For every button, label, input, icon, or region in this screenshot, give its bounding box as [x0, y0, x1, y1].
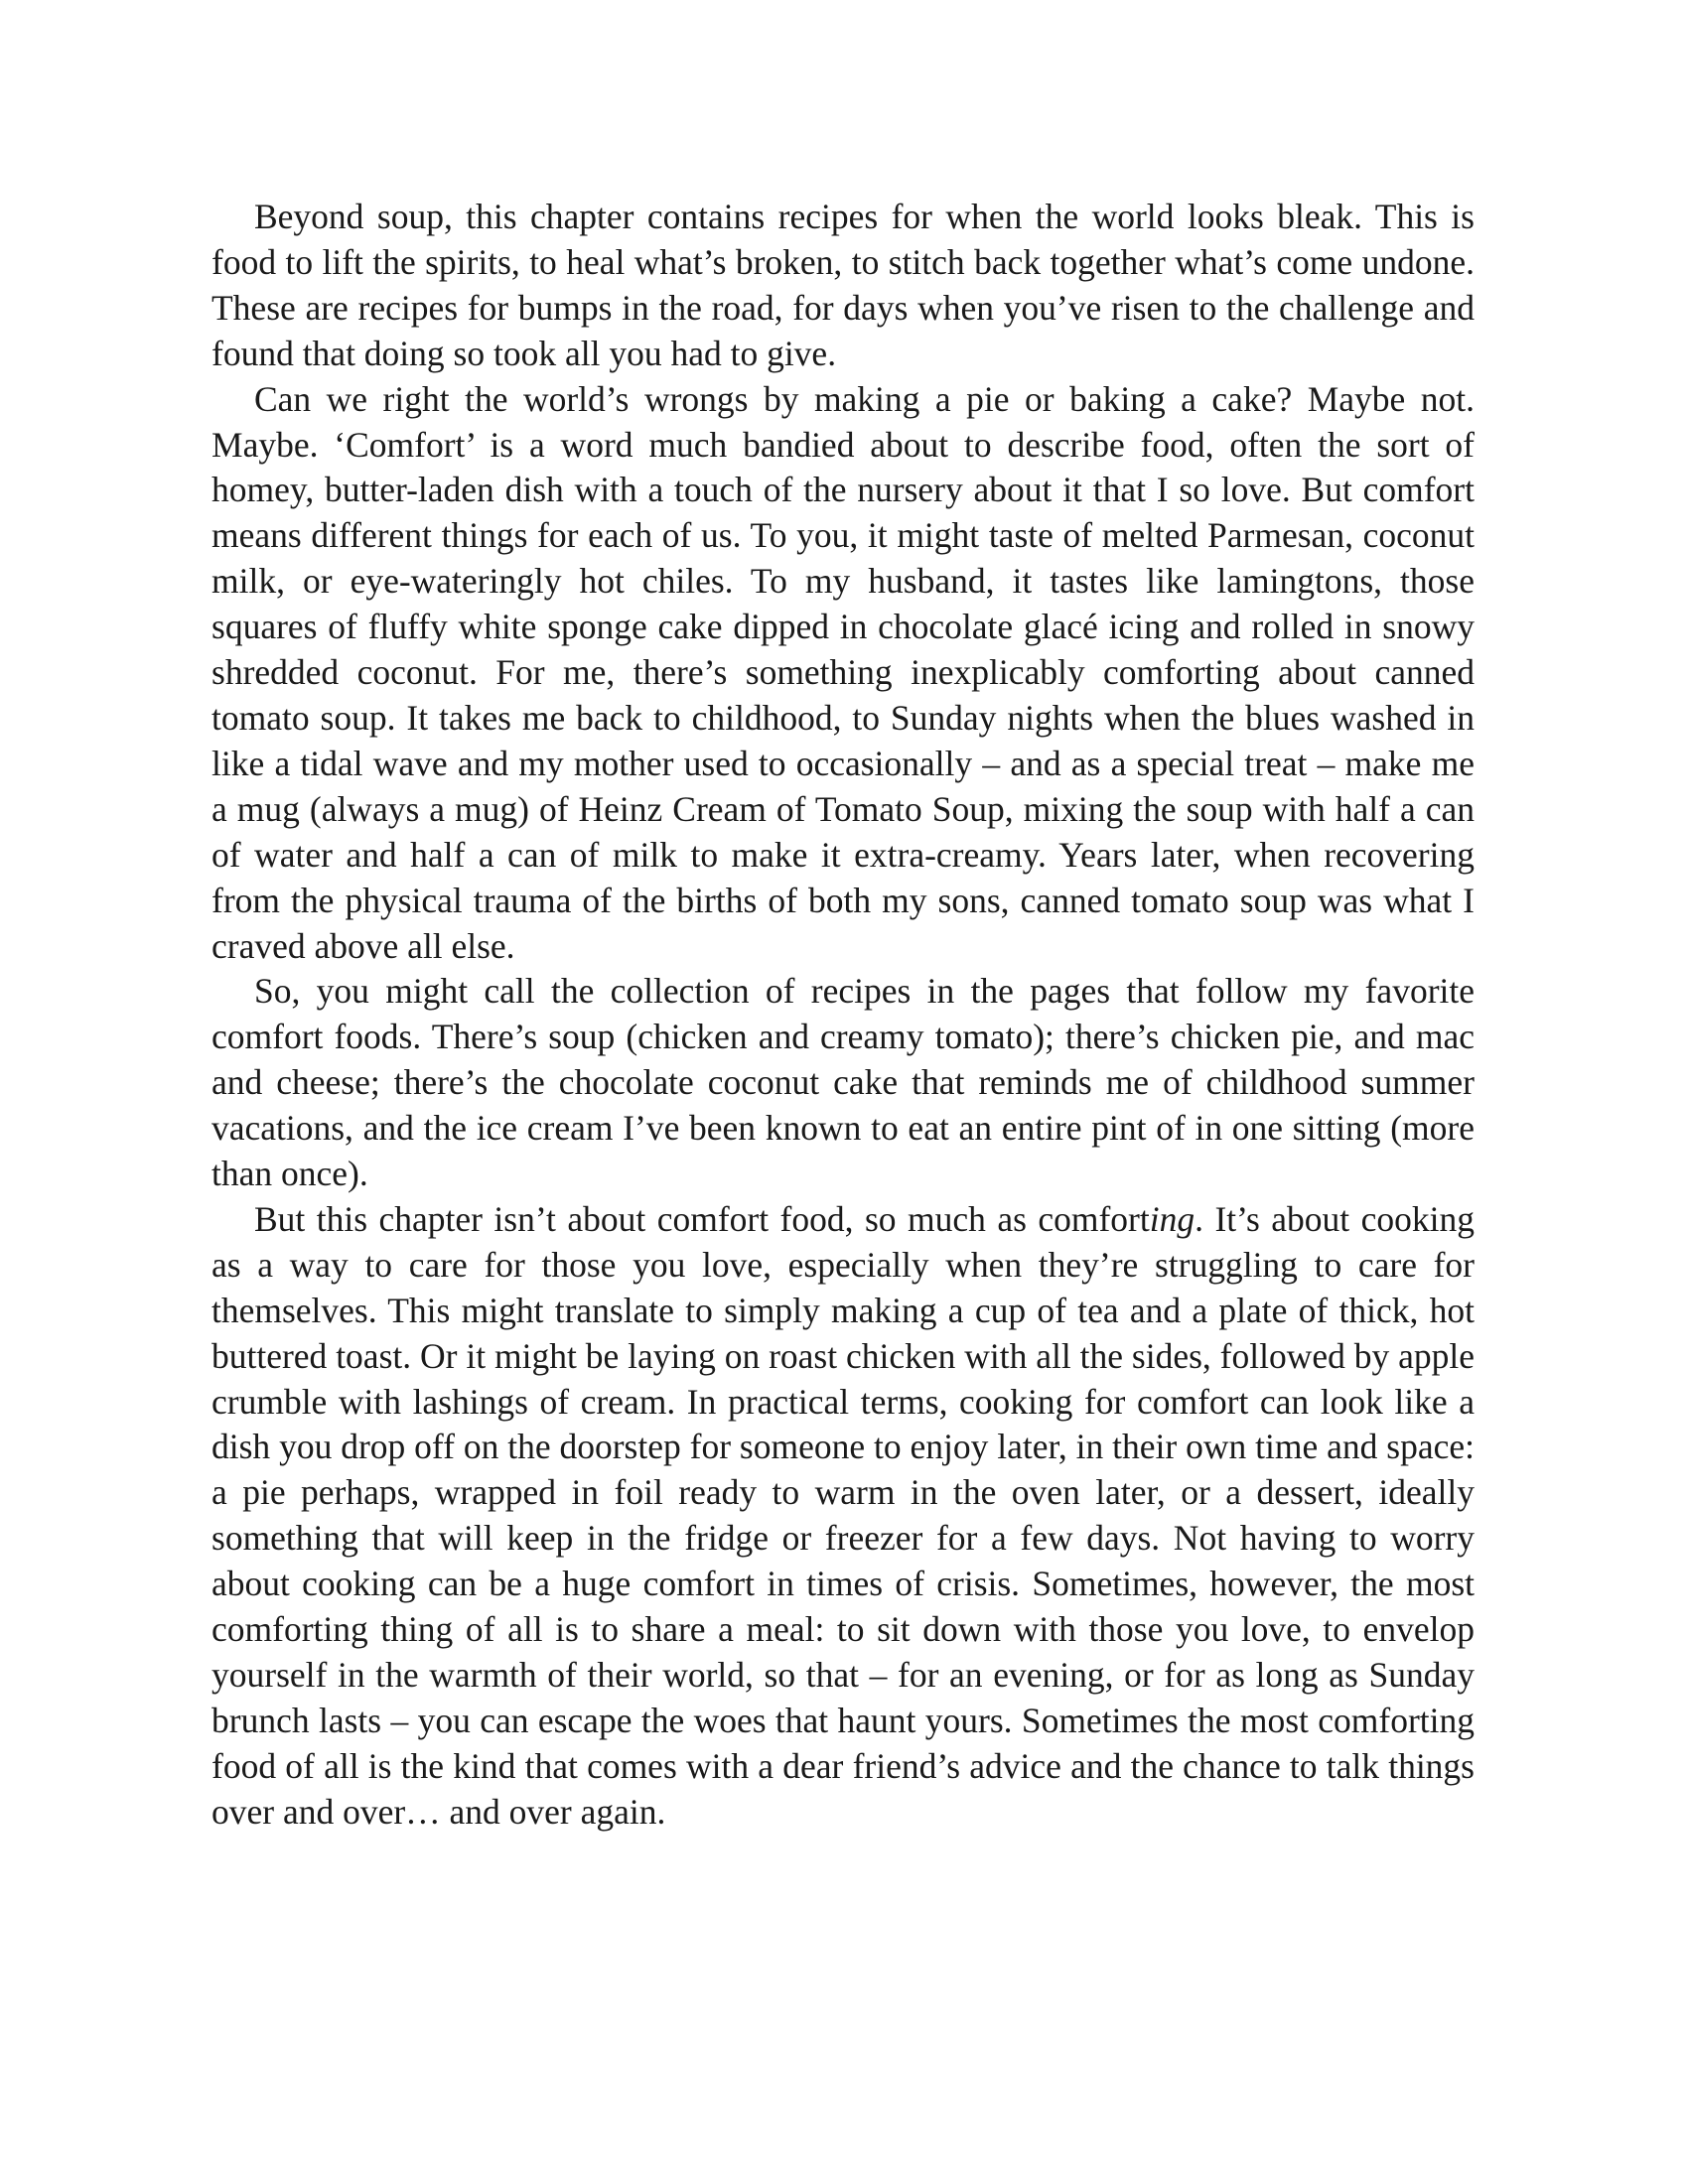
paragraph-4	[211, 1197, 1475, 1836]
paragraph-4-lead: But this chapter isn’t about comfort food, so much as comfort	[254, 1198, 1150, 1239]
paragraph-2: Can we right the world’s wrongs by making a pie or baking a cake? Maybe not. Maybe. ‘Comfort’ is a word much bandied about to describe food, often the sort of homey, butter-laden dish with a touch of the nursery about it that I so love. But comfort means different things for each of us. To you, it might taste of melted Parmesan, coconut milk, or eye-wateringly hot chiles. To my husband, it tastes like lamingtons, those squares of fluffy white sponge cake dipped in chocolate glacé icing and rolled in snowy shredded coconut. For me, there’s something inexplicably comforting about canned tomato soup. It takes me back to childhood, to Sunday nights when the blues washed in like a tidal wave and my mother used to occasionally – and as a special treat – make me a mug (always a mug) of Heinz Cream of Tomato Soup, mixing the soup with half a can of water and half a can of milk to make it extra-creamy. Years later, when recovering from the physical trauma of the births of both my sons, canned tomato soup was what I craved above all else.	[211, 378, 1475, 966]
page-text	[211, 195, 1475, 1836]
paragraph-3: So, you might call the collection of recipes in the pages that follow my favorite comfort foods. There’s soup (chicken and creamy tomato); there’s chicken pie, and mac and cheese; there’s the chocolate coconut cake that reminds me of childhood summer vacations, and the ice cream I’ve been known to eat an entire pint of in one sitting (more than once).	[211, 971, 1475, 1194]
paragraph-4-rest: . It’s about cooking as a way to care for those you love, especially when they’re struggling to care for themselves. This might translate to simply making a cup of tea and a plate of thick, hot buttered toast. Or it might be laying on roast chicken with all the sides, followed by apple crumble with lashings of cream. In practical terms, cooking for comfort can look like a dish you drop off on the doorstep for someone to enjoy later, in their own time and space: a pie perhaps, wrapped in foil ready to warm in the oven later, or a dessert, ideally something that will keep in the fridge or freezer for a few days. Not having to worry about cooking can be a huge comfort in times of crisis. Sometimes, however, the most comforting thing of all is to share a meal: to sit down with those you love, to envelop yourself in the warmth of their world, so that – for an evening, or for as long as Sunday brunch lasts – you can escape the woes that haunt yours. Sometimes the most comforting food of all is the kind that comes with a dear friend’s advice and the chance to talk things over and over… and over again.	[211, 1198, 1475, 1832]
paragraph-1: Beyond soup, this chapter contains recipes for when the world looks bleak. This is food to lift the spirits, to heal what’s broken, to stitch back together what’s come undone. These are recipes for bumps in the road, for days when you’ve risen to the challenge and found that doing so took all you had to give.	[211, 197, 1475, 373]
paragraph-4-emphasis: ing	[1149, 1198, 1196, 1239]
